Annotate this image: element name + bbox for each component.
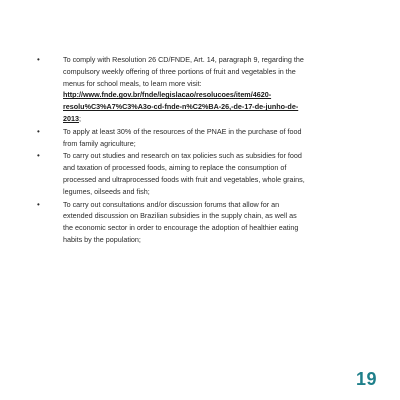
bullet-list <box>37 54 305 246</box>
item-text: To apply at least 30% of the resources of the PNAE in the purchase of food from family agriculture; <box>63 126 302 148</box>
list-item <box>37 126 305 150</box>
bullet-icon: • <box>37 55 40 64</box>
list-item <box>37 150 305 197</box>
page-number: 19 <box>355 369 377 389</box>
list-item <box>37 54 305 125</box>
main-content <box>37 54 305 247</box>
item-text-end: ; <box>79 113 81 123</box>
list-item <box>37 199 305 246</box>
bullet-icon: • <box>37 126 40 136</box>
bullet-icon: • <box>37 199 40 209</box>
resolution-link[interactable]: http://www.fnde.gov.br/fnde/legislacao/resolucoes/item/4620-resolu%C3%A7%C3%A3o-cd-fnde-n%C2%BA-26,-de-17-de-junho-de-2013 <box>63 90 299 123</box>
item-text: To comply with Resolution 26 CD/FNDE, Art. 14, paragraph 9, regarding the compulsory weekly offering of three portions of fruit and vegetables in the menus for school meals, to learn more visit: <box>63 55 304 88</box>
item-text: To carry out studies and research on tax policies such as subsidies for food and taxation of processed foods, aiming to replace the consumption of processed and ultraprocessed foods with fruit and vegetables, whole grains, legumes, oilseeds and fish; <box>63 151 305 196</box>
bullet-icon: • <box>37 151 40 161</box>
item-text: To carry out consultations and/or discussion forums that allow for an extended discussion on Brazilian subsidies in the supply chain, as well as the economic sector in order to encourage the adoption of healthier eating habits by the population; <box>63 199 299 244</box>
